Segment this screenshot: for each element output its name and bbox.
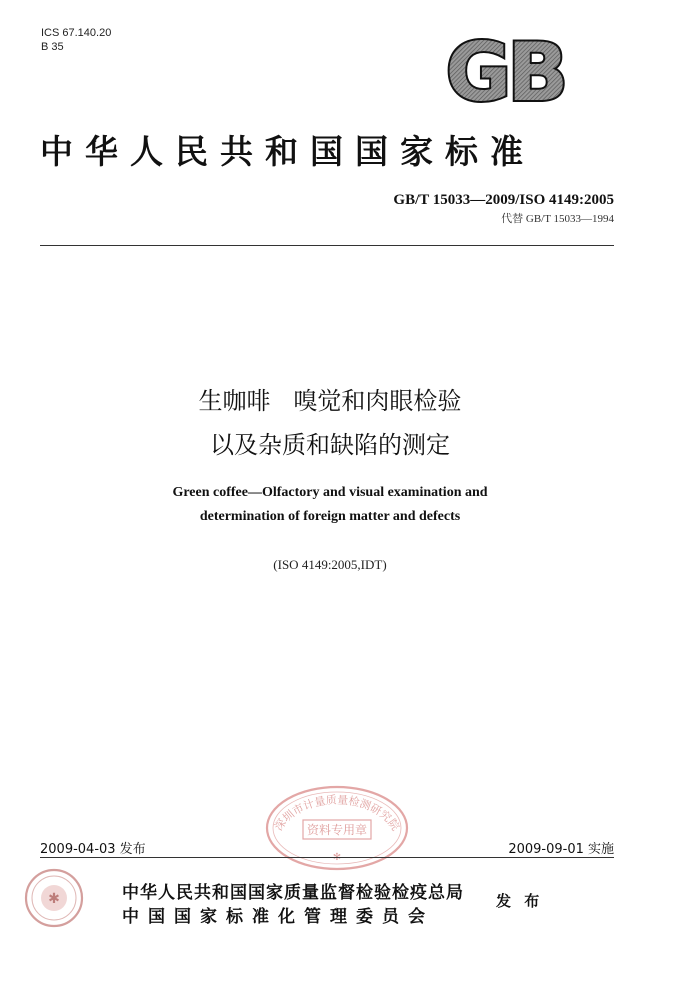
authority-seal-icon: [22, 866, 86, 930]
bottom-divider: [40, 857, 614, 858]
standard-category-title: 中华人民共和国国家标准: [40, 132, 535, 171]
gb-logo: [430, 34, 580, 108]
svg-text:GB: GB: [445, 34, 565, 108]
iso-reference: (ISO 4149:2005,IDT): [273, 557, 387, 572]
issued-label: 发 布: [496, 892, 544, 910]
issuer-line-1: 中华人民共和国国家质量监督检验检疫总局: [122, 883, 464, 903]
classification-codes: [41, 26, 111, 54]
chinese-title-line-2: 以及杂质和缺陷的测定: [210, 431, 450, 459]
english-title-line-1: Green coffee—Olfactory and visual examination and: [172, 485, 488, 500]
english-title-line-2: determination of foreign matter and defects: [199, 509, 461, 524]
standard-number: GB/T 15033—2009/ISO 4149:2005: [393, 192, 614, 208]
ccs-code: B 35: [41, 41, 64, 53]
svg-text:深圳市计量质量检测研究院: 深圳市计量质量检测研究院: [271, 793, 403, 834]
replaces-standard: 代替 GB/T 15033—1994: [501, 213, 614, 225]
issue-date: 2009-04-03 发布: [40, 842, 146, 857]
svg-text:资料专用章: 资料专用章: [306, 823, 368, 837]
issuer-line-2: 中国国家标准化管理委员会: [122, 907, 434, 927]
top-divider: [40, 245, 614, 246]
svg-text:✻: ✻: [332, 852, 342, 863]
seal-stamp: [262, 782, 412, 872]
chinese-title-line-1: 生咖啡 嗅觉和肉眼检验: [198, 387, 462, 415]
svg-text:✱: ✱: [48, 891, 60, 907]
implementation-date: 2009-09-01 实施: [508, 842, 614, 857]
ics-code: ICS 67.140.20: [41, 27, 112, 39]
